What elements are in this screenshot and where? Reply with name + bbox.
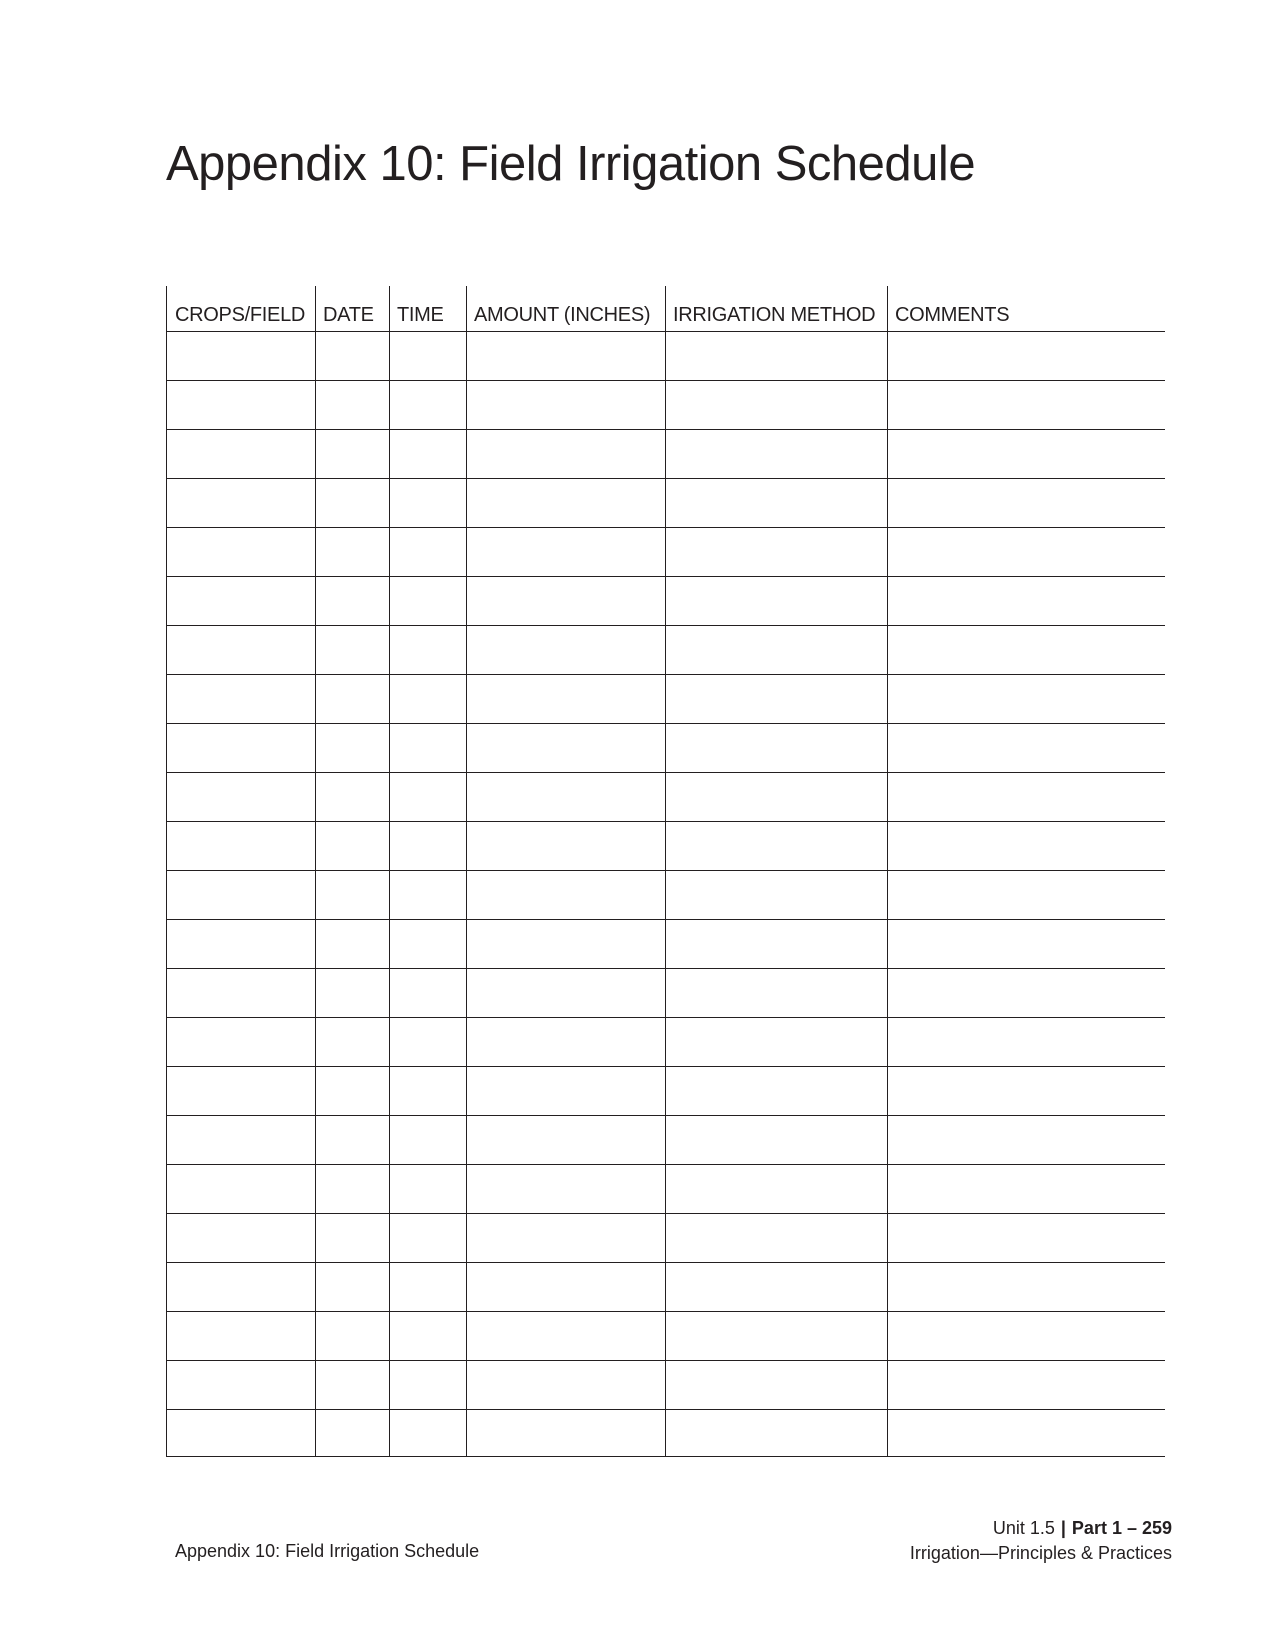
table-cell bbox=[167, 1410, 316, 1457]
table-cell bbox=[888, 1410, 1165, 1457]
table-cell bbox=[316, 626, 390, 675]
table-cell bbox=[167, 1067, 316, 1116]
table-cell bbox=[666, 1361, 888, 1410]
table-cell bbox=[666, 479, 888, 528]
table-cell bbox=[316, 577, 390, 626]
table-cell bbox=[167, 1165, 316, 1214]
table-cell bbox=[390, 528, 467, 577]
table-cell bbox=[888, 1116, 1165, 1165]
table-row bbox=[167, 1361, 1165, 1410]
table-cell bbox=[316, 773, 390, 822]
table-cell bbox=[167, 1263, 316, 1312]
table-cell bbox=[390, 381, 467, 430]
table-cell bbox=[888, 724, 1165, 773]
table-cell bbox=[316, 479, 390, 528]
table-row bbox=[167, 1067, 1165, 1116]
table-cell bbox=[888, 430, 1165, 479]
table-cell bbox=[666, 871, 888, 920]
table-cell bbox=[316, 332, 390, 381]
footer-book-title: Irrigation—Principles & Practices bbox=[909, 1543, 1172, 1563]
table-cell bbox=[888, 1165, 1165, 1214]
table-cell bbox=[167, 1312, 316, 1361]
table-cell bbox=[316, 1361, 390, 1410]
table-row bbox=[167, 577, 1165, 626]
table-cell bbox=[467, 1410, 666, 1457]
table-cell bbox=[888, 1263, 1165, 1312]
table-row bbox=[167, 822, 1165, 871]
table-cell bbox=[467, 822, 666, 871]
table-cell bbox=[390, 969, 467, 1018]
footer-separator: | bbox=[1060, 1518, 1066, 1538]
table-cell bbox=[316, 724, 390, 773]
table-cell bbox=[467, 528, 666, 577]
table-cell bbox=[390, 1214, 467, 1263]
table-cell bbox=[390, 822, 467, 871]
table-row bbox=[167, 479, 1165, 528]
table-cell bbox=[390, 1361, 467, 1410]
table-cell bbox=[316, 1067, 390, 1116]
table-cell bbox=[467, 1263, 666, 1312]
table-body bbox=[167, 332, 1165, 1457]
table-cell bbox=[467, 381, 666, 430]
table-cell bbox=[666, 528, 888, 577]
table-cell bbox=[666, 626, 888, 675]
table-cell bbox=[316, 381, 390, 430]
table-cell bbox=[390, 1018, 467, 1067]
table-cell bbox=[467, 430, 666, 479]
table-cell bbox=[467, 1361, 666, 1410]
table-cell bbox=[888, 1018, 1165, 1067]
table-cell bbox=[467, 1018, 666, 1067]
table-cell bbox=[666, 1312, 888, 1361]
table-cell bbox=[666, 1067, 888, 1116]
table-cell bbox=[666, 1410, 888, 1457]
table-cell bbox=[390, 1067, 467, 1116]
table-cell bbox=[316, 1165, 390, 1214]
table-cell bbox=[888, 1214, 1165, 1263]
table-row bbox=[167, 1165, 1165, 1214]
table-cell bbox=[888, 332, 1165, 381]
table-cell bbox=[888, 528, 1165, 577]
table-cell bbox=[316, 430, 390, 479]
table-cell bbox=[666, 1165, 888, 1214]
table-row bbox=[167, 430, 1165, 479]
table-cell bbox=[390, 1116, 467, 1165]
table-cell bbox=[666, 1018, 888, 1067]
table-row bbox=[167, 1116, 1165, 1165]
table-cell bbox=[390, 1263, 467, 1312]
table-cell bbox=[167, 920, 316, 969]
table-cell bbox=[390, 626, 467, 675]
table-cell bbox=[316, 969, 390, 1018]
table-header-row bbox=[167, 286, 1165, 332]
table-row bbox=[167, 1312, 1165, 1361]
table-row bbox=[167, 1018, 1165, 1067]
table-cell bbox=[390, 675, 467, 724]
table-cell bbox=[888, 969, 1165, 1018]
table-cell bbox=[167, 332, 316, 381]
table-cell bbox=[467, 773, 666, 822]
table-cell bbox=[167, 430, 316, 479]
table-row bbox=[167, 381, 1165, 430]
table-cell bbox=[390, 1410, 467, 1457]
table-cell bbox=[666, 1263, 888, 1312]
table-cell bbox=[467, 577, 666, 626]
table-cell bbox=[167, 626, 316, 675]
table-cell bbox=[167, 822, 316, 871]
table-row bbox=[167, 1410, 1165, 1457]
table-cell bbox=[666, 430, 888, 479]
table-cell bbox=[888, 822, 1165, 871]
table-cell bbox=[316, 920, 390, 969]
footer-page-number: Part 1 – 259 bbox=[1071, 1518, 1172, 1538]
table-row bbox=[167, 626, 1165, 675]
table-cell bbox=[467, 871, 666, 920]
table-cell bbox=[316, 1116, 390, 1165]
table-cell bbox=[390, 724, 467, 773]
table-cell bbox=[467, 479, 666, 528]
table-cell bbox=[390, 920, 467, 969]
table-cell bbox=[467, 1165, 666, 1214]
table-cell bbox=[666, 969, 888, 1018]
table-cell bbox=[390, 577, 467, 626]
table-cell bbox=[666, 577, 888, 626]
table-cell bbox=[390, 1312, 467, 1361]
table-cell bbox=[390, 871, 467, 920]
table-cell bbox=[666, 675, 888, 724]
table-cell bbox=[467, 626, 666, 675]
table-cell bbox=[390, 332, 467, 381]
table-cell bbox=[666, 1116, 888, 1165]
table-cell bbox=[390, 479, 467, 528]
table-row bbox=[167, 332, 1165, 381]
table-cell bbox=[316, 1214, 390, 1263]
table-cell bbox=[666, 1214, 888, 1263]
table-cell bbox=[167, 1214, 316, 1263]
table-cell bbox=[888, 920, 1165, 969]
table-cell bbox=[390, 430, 467, 479]
table-cell bbox=[888, 381, 1165, 430]
table-cell bbox=[666, 920, 888, 969]
table-cell bbox=[316, 871, 390, 920]
table-cell bbox=[467, 675, 666, 724]
table-cell bbox=[888, 773, 1165, 822]
column-header-comments: COMMENTS bbox=[888, 286, 1165, 332]
table-cell bbox=[666, 332, 888, 381]
table-cell bbox=[167, 773, 316, 822]
column-header-amount: AMOUNT (INCHES) bbox=[467, 286, 666, 332]
table-row bbox=[167, 1214, 1165, 1263]
table-cell bbox=[316, 1263, 390, 1312]
table-cell bbox=[167, 528, 316, 577]
footer-unit-line bbox=[910, 1516, 1172, 1541]
table-cell bbox=[888, 626, 1165, 675]
table-cell bbox=[666, 724, 888, 773]
table-cell bbox=[666, 822, 888, 871]
table-cell bbox=[167, 969, 316, 1018]
table-cell bbox=[316, 822, 390, 871]
table-cell bbox=[316, 1018, 390, 1067]
table-cell bbox=[316, 1410, 390, 1457]
table-row bbox=[167, 724, 1165, 773]
table-row bbox=[167, 675, 1165, 724]
table-cell bbox=[167, 381, 316, 430]
table-row bbox=[167, 1263, 1165, 1312]
table-cell bbox=[888, 675, 1165, 724]
table-row bbox=[167, 528, 1165, 577]
table-row bbox=[167, 871, 1165, 920]
page-title: Appendix 10: Field Irrigation Schedule bbox=[166, 137, 976, 191]
table-cell bbox=[167, 479, 316, 528]
table-cell bbox=[888, 871, 1165, 920]
table-cell bbox=[316, 528, 390, 577]
table-cell bbox=[467, 969, 666, 1018]
table-cell bbox=[467, 724, 666, 773]
table-cell bbox=[888, 1312, 1165, 1361]
table-row bbox=[167, 969, 1165, 1018]
table-cell bbox=[888, 1067, 1165, 1116]
table-cell bbox=[888, 479, 1165, 528]
table-cell bbox=[467, 1067, 666, 1116]
table-cell bbox=[666, 773, 888, 822]
column-header-date: DATE bbox=[316, 286, 390, 332]
table-cell bbox=[167, 871, 316, 920]
table-cell bbox=[467, 1214, 666, 1263]
table-cell bbox=[390, 1165, 467, 1214]
irrigation-schedule-table bbox=[166, 286, 1165, 1457]
column-header-time: TIME bbox=[390, 286, 467, 332]
table-cell bbox=[167, 1361, 316, 1410]
table-row bbox=[167, 920, 1165, 969]
table-cell bbox=[167, 1018, 316, 1067]
table-cell bbox=[666, 381, 888, 430]
table-cell bbox=[467, 920, 666, 969]
table-cell bbox=[467, 332, 666, 381]
table-cell bbox=[167, 724, 316, 773]
table-cell bbox=[888, 577, 1165, 626]
footer-unit: Unit 1.5 bbox=[992, 1518, 1055, 1538]
column-header-irrigation-method: IRRIGATION METHOD bbox=[666, 286, 888, 332]
table-cell bbox=[316, 1312, 390, 1361]
footer-section-title: Appendix 10: Field Irrigation Schedule bbox=[175, 1541, 480, 1561]
column-header-crops-field: CROPS/FIELD bbox=[167, 286, 316, 332]
footer-page-info bbox=[910, 1516, 1172, 1566]
table-cell bbox=[888, 1361, 1165, 1410]
table-row bbox=[167, 773, 1165, 822]
table-cell bbox=[390, 773, 467, 822]
table-cell bbox=[167, 675, 316, 724]
table-cell bbox=[167, 1116, 316, 1165]
table-cell bbox=[167, 577, 316, 626]
table-cell bbox=[316, 675, 390, 724]
table-cell bbox=[467, 1116, 666, 1165]
table-cell bbox=[467, 1312, 666, 1361]
